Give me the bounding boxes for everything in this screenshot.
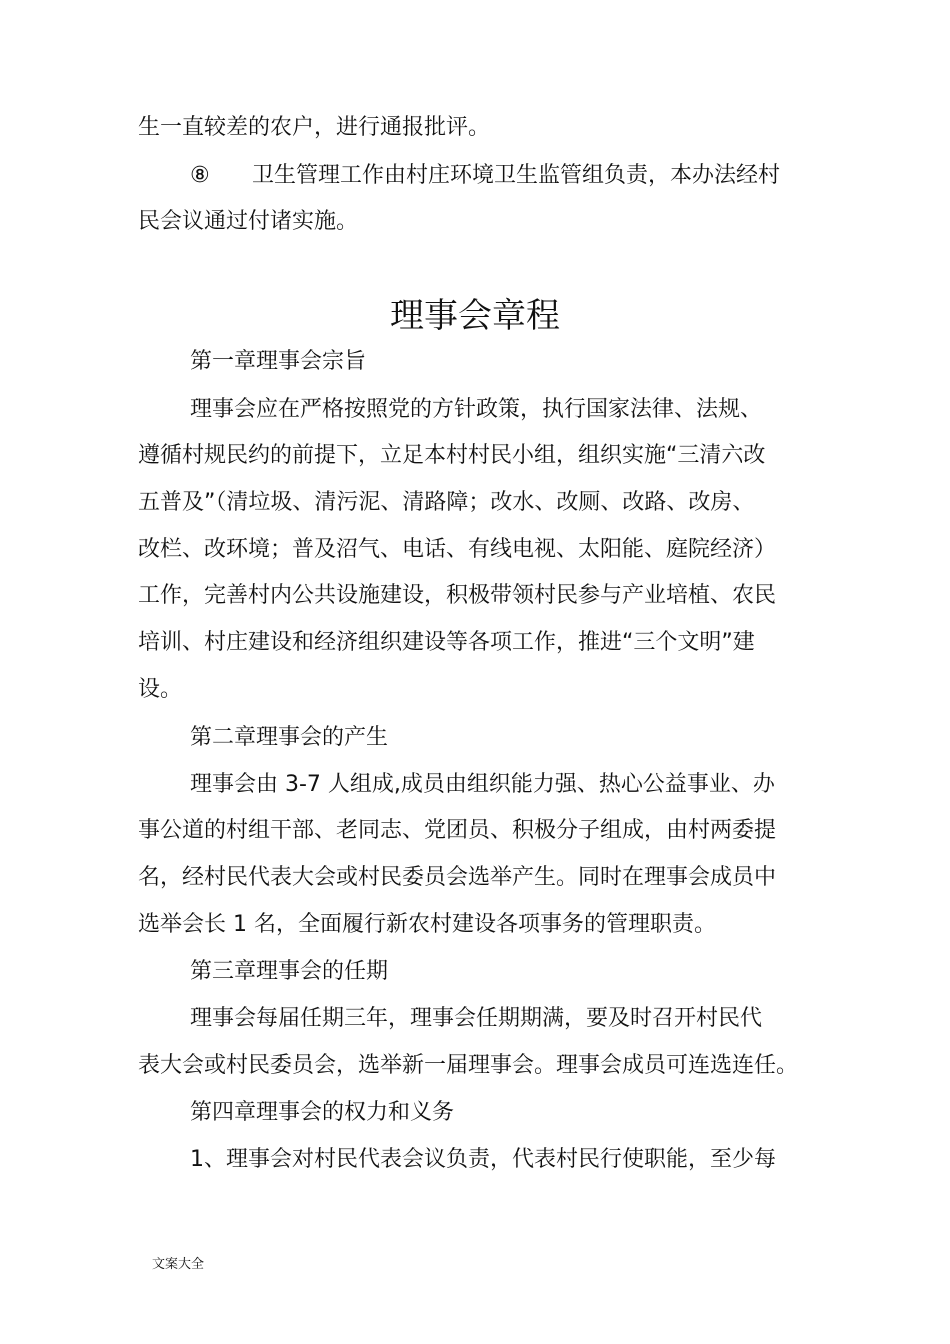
paragraph-line: 理事会应在严格按照党的方针政策，执行国家法律、法规、 [190,397,763,422]
chapter-heading: 第二章理事会的产生 [190,725,389,750]
page-footer: 文案大全 [152,1257,205,1272]
paragraph-line: 设。 [138,677,183,702]
text-line: 生一直较差的农户，进行通报批评。 [138,115,491,140]
chapter-heading: 第三章理事会的任期 [190,959,389,984]
paragraph-line: 理事会每届任期三年，理事会任期期满，要及时召开村民代 [190,1006,763,1031]
paragraph-line: 表大会或村民委员会，选举新一届理事会。理事会成员可连选连任。 [138,1053,799,1078]
chapter-heading: 第四章理事会的权力和义务 [190,1100,455,1125]
paragraph-line: 遵循村规民约的前提下，立足本村村民小组，组织实施“三清六改 [138,443,766,468]
item-number: ⑧ [190,163,210,188]
paragraph-line: 五普及”（清垃圾、清污泥、清路障；改水、改厕、改路、改房、 [138,490,755,515]
paragraph-line: 工作，完善村内公共设施建设，积极带领村民参与产业培植、农民 [138,583,777,608]
paragraph-line: 名，经村民代表大会或村民委员会选举产生。同时在理事会成员中 [138,865,777,890]
paragraph-line: 事公道的村组干部、老同志、党团员、积极分子组成，由村两委提 [138,818,777,843]
document-title: 理事会章程 [390,296,560,336]
paragraph-line: 改栏、改环境；普及沼气、电话、有线电视、太阳能、庭院经济） [138,537,777,562]
paragraph-line: 培训、村庄建设和经济组织建设等各项工作，推进“三个文明”建 [138,630,755,655]
paragraph-line: 1、理事会对村民代表会议负责，代表村民行使职能，至少每 [190,1147,776,1172]
chapter-heading: 第一章理事会宗旨 [190,349,367,374]
paragraph-line: 选举会长 1 名，全面履行新农村建设各项事务的管理职责。 [138,912,716,937]
text-line: 民会议通过付诸实施。 [138,209,359,234]
text-line: 卫生管理工作由村庄环境卫生监管组负责，本办法经村 [252,163,781,188]
paragraph-line: 理事会由 3-7 人组成,成员由组织能力强、热心公益事业、办 [190,772,775,797]
